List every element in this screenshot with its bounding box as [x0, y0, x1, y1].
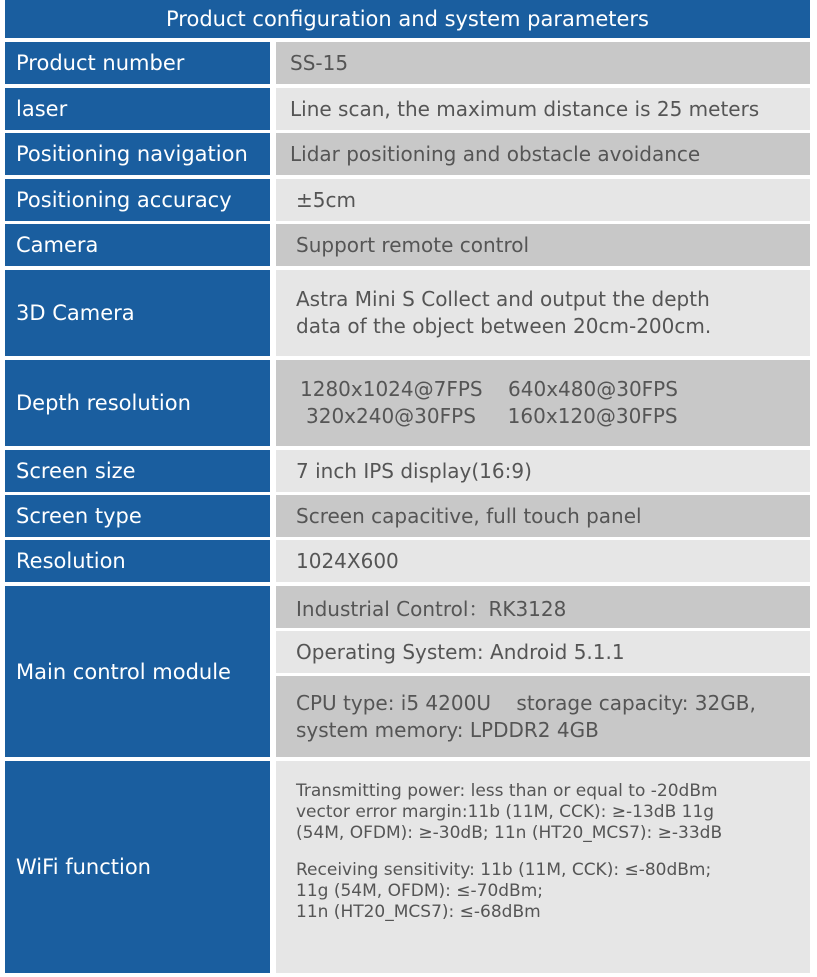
value-wifi	[276, 761, 810, 973]
label-screen-type: Screen type	[5, 495, 270, 537]
label-depth-resolution: Depth resolution	[5, 360, 270, 446]
label-positioning-accuracy: Positioning accuracy	[5, 179, 270, 221]
value-camera: Support remote control	[276, 224, 810, 266]
wifi-tx-line3: (54M, OFDM): ≥-30dB; 11n (HT20_MCS7): ≥-33dB	[296, 823, 723, 843]
value-positioning-accuracy: ±5cm	[276, 179, 810, 221]
value-cpu-line1: CPU type: i5 4200U storage capacity: 32GB,	[296, 690, 756, 715]
value-operating-system: Operating System: Android 5.1.1	[276, 631, 810, 673]
label-laser: laser	[5, 88, 270, 130]
wifi-transmit-block	[296, 781, 810, 844]
wifi-rx-line3: 11n (HT20_MCS7): ≤-68dBm	[296, 902, 541, 922]
value-screen-type: Screen capacitive, full touch panel	[276, 495, 810, 537]
value-3d-camera-line1: Astra Mini S Collect and output the depth	[296, 287, 710, 311]
label-3d-camera: 3D Camera	[5, 270, 270, 356]
wifi-rx-line2: 11g (54M, OFDM): ≤-70dBm;	[296, 881, 543, 901]
value-product-number: SS-15	[276, 42, 810, 84]
value-3d-camera-line2: data of the object between 20cm-200cm.	[296, 314, 712, 338]
label-product-number: Product number	[5, 42, 270, 84]
value-cpu-info	[276, 676, 810, 757]
wifi-rx-line1: Receiving sensitivity: 11b (11M, CCK): ≤-80dBm;	[296, 860, 712, 880]
value-industrial-control: Industrial Control：RK3128	[276, 586, 810, 628]
value-depth-resolution	[276, 360, 810, 446]
label-screen-size: Screen size	[5, 450, 270, 492]
label-resolution: Resolution	[5, 540, 270, 582]
value-positioning-navigation: Lidar positioning and obstacle avoidance	[276, 133, 810, 175]
value-3d-camera	[276, 270, 810, 356]
value-cpu-line2: system memory: LPDDR2 4GB	[296, 717, 599, 742]
value-depth-resolution-line1: 1280x1024@7FPS 640x480@30FPS	[300, 377, 678, 401]
wifi-tx-line1: Transmitting power: less than or equal to -20dBm	[296, 781, 718, 801]
wifi-tx-line2: vector error margin:11b (11M, CCK): ≥-13dB 11g	[296, 802, 715, 822]
value-screen-size: 7 inch IPS display(16:9)	[276, 450, 810, 492]
label-positioning-navigation: Positioning navigation	[5, 133, 270, 175]
label-main-control-module: Main control module	[5, 586, 270, 757]
wifi-receive-block	[296, 860, 810, 923]
table-title: Product configuration and system parameters	[5, 0, 810, 38]
label-camera: Camera	[5, 224, 270, 266]
value-resolution: 1024X600	[276, 540, 810, 582]
value-laser: Line scan, the maximum distance is 25 meters	[276, 88, 810, 130]
label-wifi-function: WiFi function	[5, 761, 270, 973]
value-depth-resolution-line2: 320x240@30FPS 160x120@30FPS	[306, 404, 678, 428]
